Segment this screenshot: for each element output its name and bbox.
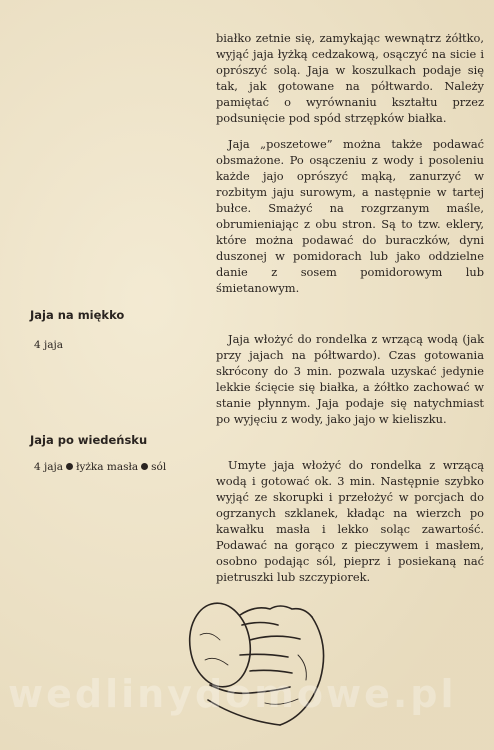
recipe-title-po-wiedensku: Jaja po wiedeńsku xyxy=(30,433,148,447)
watermark: wedlinydomowe.pl xyxy=(8,672,457,716)
recipe-text-na-miekko: Jaja włożyć do rondelka z wrzącą wodą (jak przy jajach na półtwardo). Czas gotowania skrócony do 3 min. pozwala uzyskać jedynie lekkie ścięcie się białka, a żółtko zachować w stanie płynnym. Jaja podaje się natychmiast po wyjęciu z wody, jako jajo w kieliszku. xyxy=(216,332,484,426)
recipe-title-na-miekko: Jaja na miękko xyxy=(30,308,125,322)
ingredient-item: 4 jaja xyxy=(34,461,64,473)
continued-text: białko zetnie się, zamykając wewnątrz żółtko, wyjąć jaja łyżką cedzakową, osączyć na sicie i oprószyć solą. Jaja w koszulkach podaje się tak, jak gotowane na półtwardo. Należy pamiętać o wyrównaniu kształtu przez podsunięcie pod spód strzępków białka. xyxy=(216,31,484,125)
ingredient-item: łyżka masła xyxy=(76,461,139,473)
ingredients-na-miekko xyxy=(34,339,63,351)
ingredient-item: sól xyxy=(151,461,167,473)
dot-icon xyxy=(66,463,73,470)
recipe-text-po-wiedensku: Umyte jaja włożyć do rondelka z wrzącą wodą i gotować ok. 3 min. Następnie szybko wyjąć ze skorupki i przełożyć w porcjach do ogrzanych szklanek, kładąc na wierzch po kawałku masła i lekko soląc zawartość. Podawać na gorąco z pieczywem i masłem, osobno podając sól, pieprz i posiekaną nać pietruszki lub szczypiorek. xyxy=(216,458,484,584)
poszetowe-paragraph xyxy=(216,136,484,296)
dot-icon xyxy=(141,463,148,470)
ingredients-po-wiedensku xyxy=(34,461,166,473)
recipe-body-po-wiedensku xyxy=(216,457,484,585)
poszetowe-text: Jaja „poszetowe” można także podawać obsmażone. Po osączeniu z wody i posoleniu każde jajo oprószyć mąką, zanurzyć w rozbitym jaju surowym, a następnie w tartej bułce. Smażyć na rozgrzanym maśle, obrumieniając z obu stron. Są to tzw. eklery, które można podawać do buraczków, dyni duszonej w pomidorach lub jako oddzielne danie z sosem pomidorowym lub śmietanowym. xyxy=(216,137,484,295)
recipe-body-na-miekko xyxy=(216,331,484,427)
continued-paragraph xyxy=(216,30,484,126)
ingredient-item: 4 jaja xyxy=(34,339,64,351)
